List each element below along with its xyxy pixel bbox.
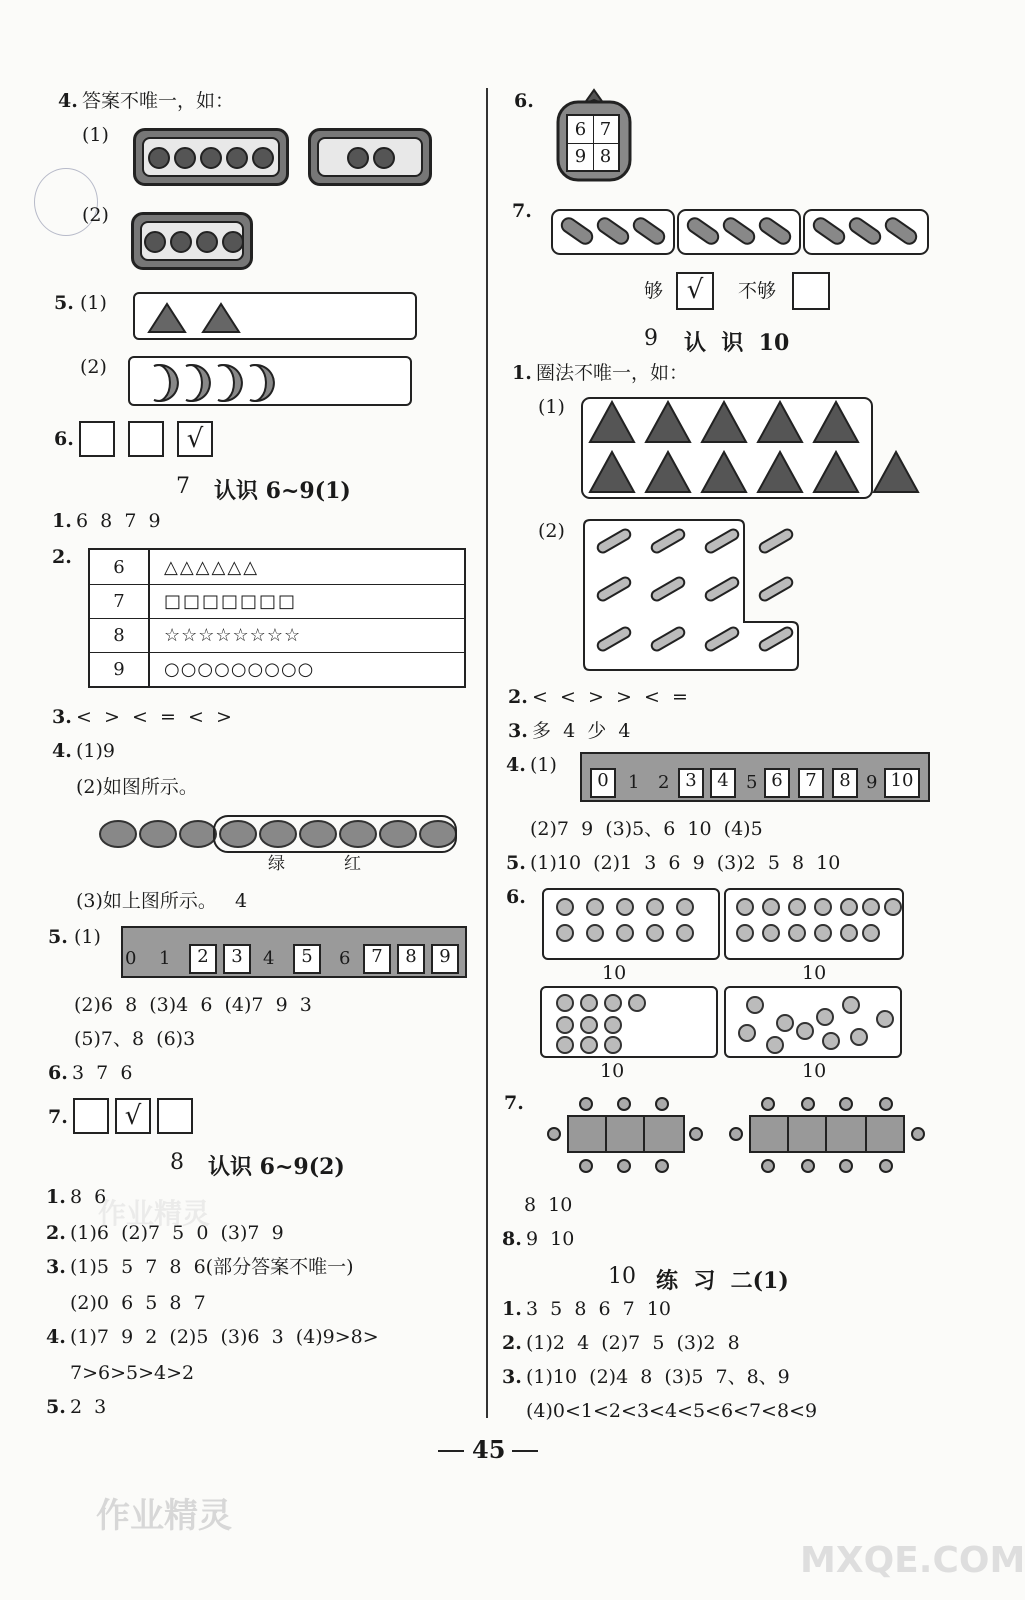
section8-title: 认识 6~9(2) (208, 1154, 345, 1180)
s9q1-number: 1. (512, 362, 532, 384)
q6-box-3: √ (177, 421, 213, 457)
s8q4-number: 4. (46, 1326, 66, 1348)
bone-grid (582, 518, 802, 674)
watermark-zuoye-left: 作业精灵 (96, 1496, 232, 1536)
ruler2-5: 5 (746, 772, 758, 793)
table-chairs-figure (546, 1096, 926, 1176)
s8q4-line2: 7>6>5>4>2 (70, 1362, 195, 1384)
s9q1-text: 圈法不唯一，如： (536, 362, 689, 384)
enough-label: 够 (644, 280, 664, 302)
q6-number: 6. (54, 428, 74, 450)
ruler2-6: 6 (764, 768, 790, 798)
s7q4-line3: (3)如上图所示。 4 (76, 890, 248, 912)
r-q6-number: 6. (514, 90, 534, 112)
ruler-5: 5 (293, 944, 321, 974)
s8q2-number: 2. (46, 1222, 66, 1244)
s9q1-part2-label: (2) (538, 520, 565, 542)
s7q4-line1: (1)9 (76, 740, 116, 762)
ruler-1: 1 (159, 948, 171, 969)
s7q7-box-1 (73, 1098, 109, 1134)
s9q7-answers: 8 10 (524, 1194, 573, 1216)
pineapple-cell-3: 9 (568, 143, 594, 170)
s9q6-box-3 (540, 986, 718, 1058)
s9q7-number: 7. (504, 1092, 524, 1114)
q6-box-1 (79, 421, 115, 457)
q5-part2-label: (2) (80, 356, 107, 378)
s8q2-answers: (1)6 (2)7 5 0 (3)7 9 (70, 1222, 284, 1244)
s7q5-ruler (121, 926, 467, 978)
ruler-4: 4 (263, 948, 275, 969)
ruler2-8: 8 (832, 768, 858, 798)
s10q1-number: 1. (502, 1298, 522, 1320)
s8q3-number: 3. (46, 1256, 66, 1278)
footer-rule-left (438, 1450, 464, 1452)
ruler-9: 9 (431, 944, 459, 974)
q4-part2-label: (2) (82, 204, 109, 226)
ruler2-0: 0 (590, 768, 616, 798)
r-q7-number: 7. (512, 200, 532, 222)
q4-dot-box-two (308, 128, 432, 186)
s9q6-box-1 (542, 888, 720, 960)
pineapple-grid (566, 114, 620, 172)
q4-number: 4. (58, 90, 78, 112)
section7-number: 7 (176, 474, 190, 499)
s7q4-red-label: 红 (344, 854, 361, 874)
ruler2-3: 3 (678, 768, 704, 798)
ruler2-7: 7 (798, 768, 824, 798)
s8q5-number: 5. (46, 1396, 66, 1418)
s7q7-box-3 (157, 1098, 193, 1134)
section10-number: 10 (608, 1264, 636, 1289)
s9q2-answers: < < > > < = (532, 686, 688, 708)
s9q4-ruler (580, 752, 930, 802)
q5-moon-box (128, 356, 412, 406)
s9q6-label-4: 10 (802, 1060, 827, 1082)
s9q4-number: 4. (506, 754, 526, 776)
s8q1-answers: 8 6 (70, 1186, 107, 1208)
s7q7-number: 7. (48, 1106, 68, 1128)
q6-box-2 (128, 421, 164, 457)
s9q6-label-3: 10 (600, 1060, 625, 1082)
table-row-7-num: 7 (90, 585, 150, 619)
ruler-2: 2 (189, 944, 217, 974)
ruler2-1: 1 (628, 772, 640, 793)
section9-number: 9 (644, 326, 658, 351)
table-row-9-num: 9 (90, 653, 150, 686)
s7q6-answers: 3 7 6 (72, 1062, 133, 1084)
s7q5-number: 5. (48, 926, 68, 948)
ruler-0: 0 (125, 948, 137, 969)
s8q5-answers: 2 3 (70, 1396, 107, 1418)
s10q2-answers: (1)2 4 (2)7 5 (3)2 8 (526, 1332, 740, 1354)
ruler2-9: 9 (866, 772, 878, 793)
s8q4-line1: (1)7 9 2 (2)5 (3)6 3 (4)9>8> (70, 1326, 379, 1348)
s7q2-number: 2. (52, 546, 72, 568)
q4-dot-box-four (131, 212, 253, 270)
table-row-8-shapes: ☆☆☆☆☆☆☆☆ (150, 619, 464, 653)
watermark-zuoye-mid: 作业精灵 (98, 1197, 211, 1230)
s10q3-line2: (4)0<1<2<3<4<5<6<7<8<9 (526, 1400, 818, 1422)
section10-title: 练 习 二(1) (656, 1268, 789, 1294)
pineapple-cell-2: 7 (593, 116, 618, 144)
s9q6-label-1: 10 (602, 962, 627, 984)
s7q1-answers: 6 8 7 9 (76, 510, 161, 532)
s8q1-number: 1. (46, 1186, 66, 1208)
s10q3-line1: (1)10 (2)4 8 (3)5 7、8、9 (526, 1366, 790, 1388)
s9q4-part1-label: (1) (530, 754, 557, 776)
s7q1-number: 1. (52, 510, 72, 532)
ruler2-10: 10 (884, 768, 920, 798)
s9q1-part1-label: (1) (538, 396, 565, 418)
not-enough-label: 不够 (738, 280, 777, 302)
s9q5-number: 5. (506, 852, 526, 874)
s9q6-number: 6. (506, 886, 526, 908)
s9q8-answers: 9 10 (526, 1228, 575, 1250)
s10q2-number: 2. (502, 1332, 522, 1354)
s10q1-answers: 3 5 8 6 7 10 (526, 1298, 672, 1320)
s9q2-number: 2. (508, 686, 528, 708)
ruler-3: 3 (223, 944, 251, 974)
s9q6-label-2: 10 (802, 962, 827, 984)
q5-triangle-box (133, 292, 417, 340)
s7q5-line2: (2)6 8 (3)4 6 (4)7 9 3 (74, 994, 312, 1016)
table-row-6-num: 6 (90, 550, 150, 585)
s7q5-part1-label: (1) (74, 926, 101, 948)
s9q6-box-2 (724, 888, 904, 960)
s7q4-line2: (2)如图所示。 (76, 776, 198, 798)
s9q5-answers: (1)10 (2)1 3 6 9 (3)2 5 8 10 (530, 852, 841, 874)
s10q3-number: 3. (502, 1366, 522, 1388)
s7q3-number: 3. (52, 706, 72, 728)
s7q2-table (88, 548, 466, 688)
section7-title: 认识 6~9(1) (214, 478, 351, 504)
watermelon-grid (580, 394, 930, 504)
s7q4-number: 4. (52, 740, 72, 762)
ruler-6: 6 (339, 948, 351, 969)
s9q6-box-4 (724, 986, 902, 1058)
not-enough-box (792, 272, 830, 310)
column-divider (486, 88, 488, 1418)
s8q3-line1: (1)5 5 7 8 6(部分答案不唯一) (70, 1256, 354, 1278)
q5-number: 5. (54, 292, 74, 314)
section9-title: 认 识 10 (684, 330, 790, 356)
ruler-8: 8 (397, 944, 425, 974)
s7q6-number: 6. (48, 1062, 68, 1084)
s8q3-line2: (2)0 6 5 8 7 (70, 1292, 206, 1314)
table-row-7-shapes: □□□□□□□ (150, 585, 464, 619)
q4-dot-box-five (133, 128, 289, 186)
q4-text: 答案不唯一，如： (82, 90, 235, 112)
table-row-9-shapes: ○○○○○○○○○ (164, 659, 315, 680)
page-number: 45 (472, 1435, 506, 1464)
s9q4-line2: (2)7 9 (3)5、6 10 (4)5 (530, 818, 763, 840)
section8-number: 8 (170, 1150, 184, 1175)
q5-part1-label: (1) (80, 292, 107, 314)
s7q4-green-label: 绿 (268, 854, 285, 874)
bandage-row (550, 206, 932, 258)
s9q8-number: 8. (502, 1228, 522, 1250)
s9q3-answers: 多 4 少 4 (532, 720, 631, 742)
ruler2-2: 2 (658, 772, 670, 793)
ruler2-4: 4 (710, 768, 736, 798)
s7q5-line3: (5)7、8 (6)3 (74, 1028, 196, 1050)
s7q7-box-2: √ (115, 1098, 151, 1134)
table-row-6-shapes: △△△△△△ (150, 550, 464, 585)
enough-box: √ (676, 272, 714, 310)
footer-rule-right (512, 1450, 538, 1452)
s7q3-answers: < > < = < > (76, 706, 232, 728)
s9q3-number: 3. (508, 720, 528, 742)
q4-part1-label: (1) (82, 124, 109, 146)
table-row-8-num: 8 (90, 619, 150, 653)
pineapple-cell-1: 6 (568, 116, 594, 144)
watermark-mxqe: MXQE.COM (800, 1540, 1025, 1581)
ruler-7: 7 (363, 944, 391, 974)
pineapple-cell-4: 8 (599, 146, 612, 167)
